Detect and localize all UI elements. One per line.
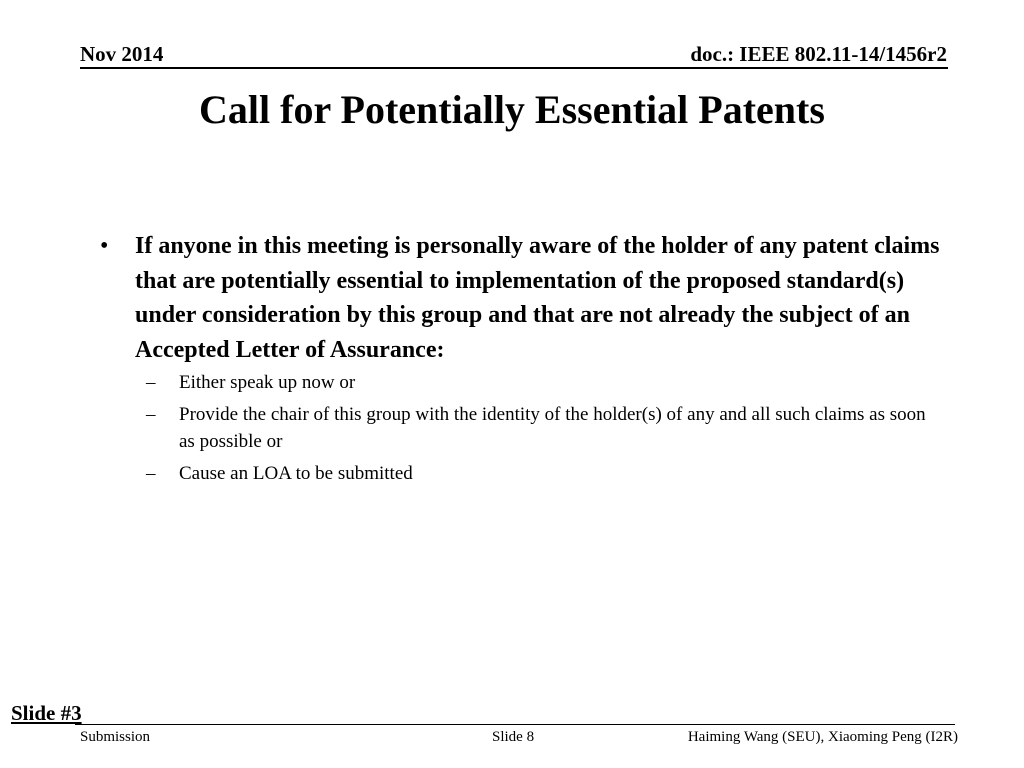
sub-bullet-item xyxy=(100,401,939,455)
dash-marker: – xyxy=(146,404,156,425)
header-divider xyxy=(80,67,948,69)
sub-bullet-list xyxy=(100,369,950,487)
footer-slide-number: Slide 8 xyxy=(492,729,535,745)
slide-body xyxy=(100,229,950,492)
main-bullet-text: If anyone in this meeting is personally aware of the holder of any patent claims that are potentially essential to implementation of the proposed standard(s) under consideration by this group and that are not already the subject of an Accepted Letter of Assurance: xyxy=(135,233,940,363)
header-doc-id: doc.: IEEE 802.11-14/1456r2 xyxy=(690,42,947,66)
slide-title: Call for Potentially Essential Patents xyxy=(199,87,825,132)
bullet-marker: • xyxy=(100,233,109,259)
sub-bullet-item xyxy=(100,460,939,487)
dash-marker: – xyxy=(146,372,156,393)
sub-bullet-item xyxy=(100,369,939,396)
slide-number-label: Slide #3 xyxy=(11,701,82,725)
header-date: Nov 2014 xyxy=(80,42,164,66)
dash-marker: – xyxy=(146,463,156,484)
footer-divider xyxy=(75,724,955,725)
main-bullet xyxy=(100,229,950,367)
footer-authors: Haiming Wang (SEU), Xiaoming Peng (I2R) xyxy=(687,729,958,745)
footer-submission: Submission xyxy=(80,729,151,745)
sub-bullet-text: Provide the chair of this group with the identity of the holder(s) of any and all such claims as soon as possible or xyxy=(179,404,926,452)
sub-bullet-text: Either speak up now or xyxy=(179,372,356,393)
sub-bullet-text: Cause an LOA to be submitted xyxy=(179,463,413,484)
